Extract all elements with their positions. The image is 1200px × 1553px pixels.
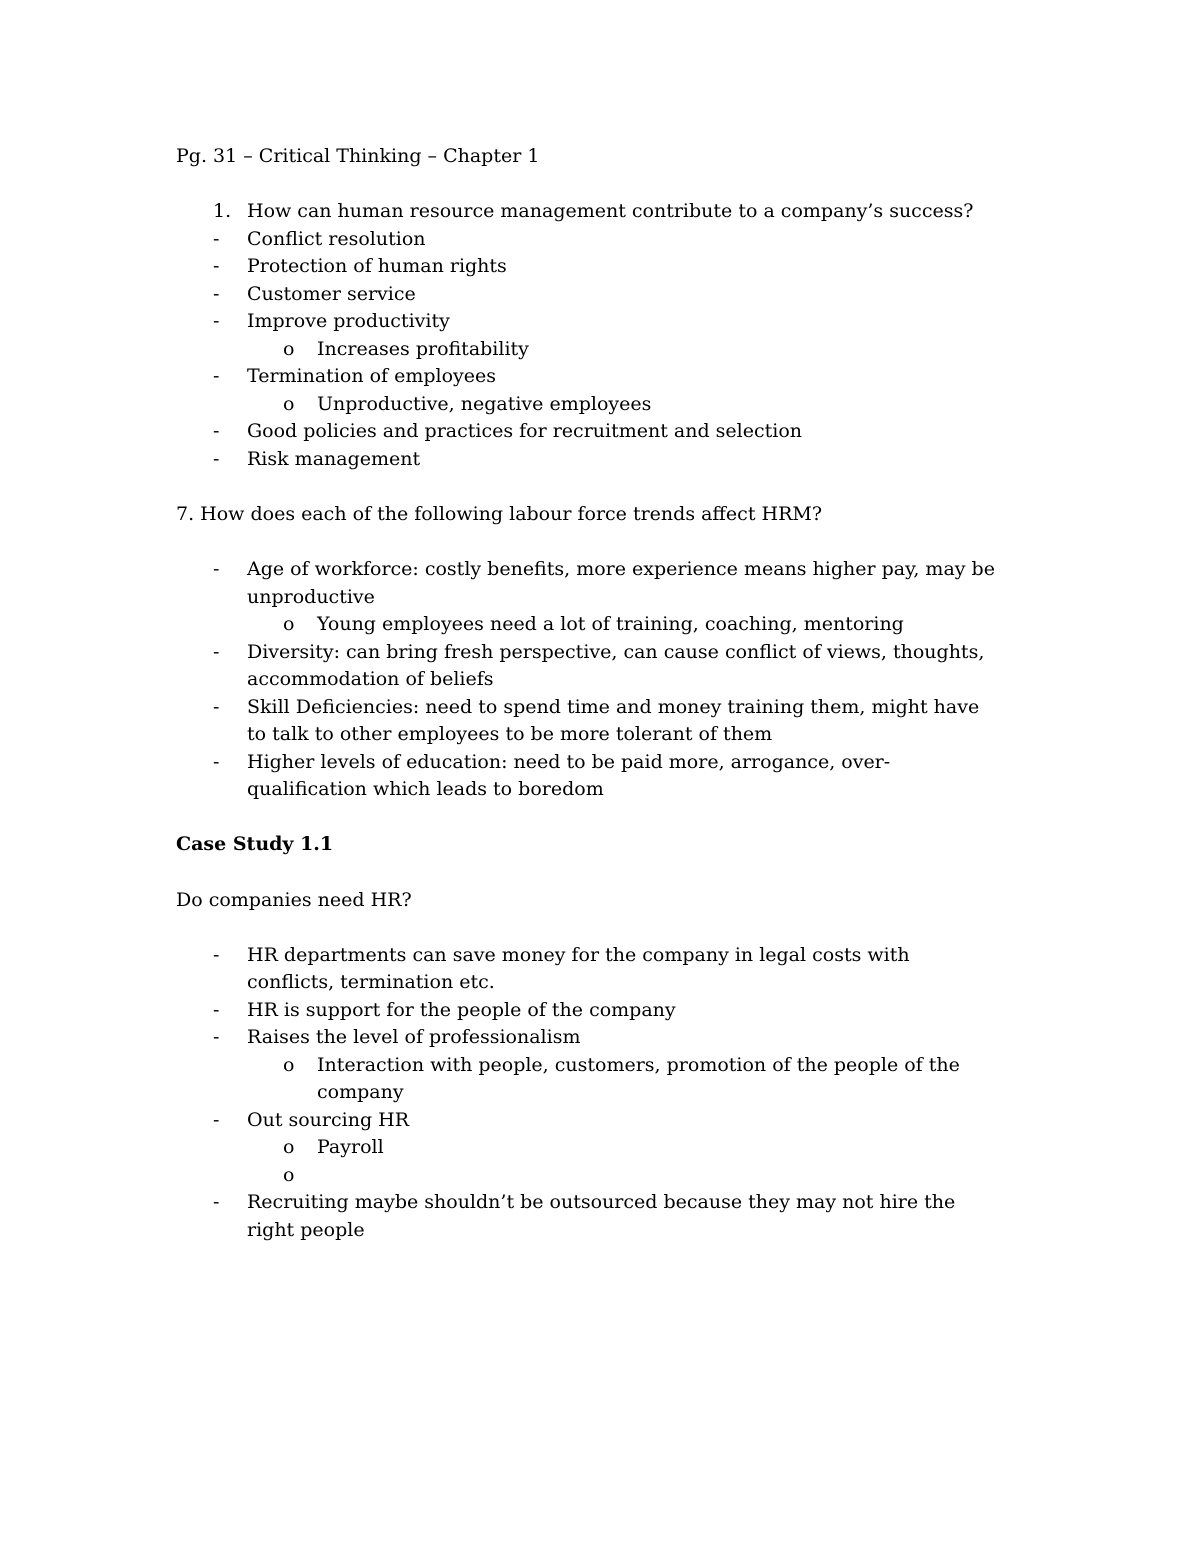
bullet-dash: -: [213, 1109, 220, 1131]
bullet-dash: -: [213, 641, 220, 663]
list-item-continuation: unproductive: [247, 586, 375, 608]
bullet-dash: -: [213, 228, 220, 250]
sub-list-item: Unproductive, negative employees: [317, 393, 652, 415]
bullet-dash: -: [213, 751, 220, 773]
list-item: Raises the level of professionalism: [247, 1026, 581, 1048]
list-item-continuation: conflicts, termination etc.: [247, 971, 495, 993]
list-item-continuation: right people: [247, 1219, 365, 1241]
bullet-dash: -: [213, 944, 220, 966]
bullet-circle: o: [283, 1136, 295, 1158]
list-item-continuation: qualification which leads to boredom: [247, 778, 604, 800]
sub-list-item: Payroll: [317, 1136, 384, 1158]
bullet-circle-empty: o: [283, 1164, 295, 1186]
list-item-continuation: to talk to other employees to be more tolerant of them: [247, 723, 773, 745]
bullet-dash: -: [213, 999, 220, 1021]
bullet-circle: o: [283, 613, 295, 635]
q1-number: 1.: [213, 200, 232, 222]
bullet-dash: -: [213, 448, 220, 470]
bullet-dash: -: [213, 696, 220, 718]
list-item: Protection of human rights: [247, 255, 507, 277]
bullet-dash: -: [213, 1026, 220, 1048]
list-item: Recruiting maybe shouldn’t be outsourced because they may not hire the: [247, 1191, 956, 1213]
list-item: Conflict resolution: [247, 228, 426, 250]
bullet-dash: -: [213, 558, 220, 580]
page-title: Pg. 31 – Critical Thinking – Chapter 1: [176, 145, 540, 167]
list-item: HR is support for the people of the company: [247, 999, 676, 1021]
bullet-dash: -: [213, 1191, 220, 1213]
q7-question: 7. How does each of the following labour force trends affect HRM?: [176, 503, 823, 525]
list-item: Termination of employees: [247, 365, 497, 387]
list-item: Customer service: [247, 283, 416, 305]
sub-list-item: Increases profitability: [317, 338, 529, 360]
bullet-dash: -: [213, 310, 220, 332]
bullet-circle: o: [283, 393, 295, 415]
list-item: Skill Deficiencies: need to spend time and money training them, might have: [247, 696, 980, 718]
sub-list-item: Young employees need a lot of training, coaching, mentoring: [317, 613, 904, 635]
case-study-question: Do companies need HR?: [176, 889, 412, 911]
bullet-dash: -: [213, 420, 220, 442]
q1-question: How can human resource management contribute to a company’s success?: [247, 200, 974, 222]
list-item: Risk management: [247, 448, 421, 470]
bullet-dash: -: [213, 283, 220, 305]
list-item: HR departments can save money for the company in legal costs with: [247, 944, 910, 966]
list-item: Higher levels of education: need to be paid more, arrogance, over-: [247, 751, 891, 773]
sub-list-item: Interaction with people, customers, promotion of the people of the: [317, 1054, 960, 1076]
bullet-dash: -: [213, 365, 220, 387]
list-item: Good policies and practices for recruitment and selection: [247, 420, 803, 442]
list-item: Out sourcing HR: [247, 1109, 410, 1131]
sub-list-item-continuation: company: [317, 1081, 404, 1103]
list-item: Diversity: can bring fresh perspective, can cause conflict of views, thoughts,: [247, 641, 985, 663]
case-study-heading: Case Study 1.1: [176, 833, 334, 855]
bullet-circle: o: [283, 1054, 295, 1076]
list-item: Improve productivity: [247, 310, 450, 332]
bullet-dash: -: [213, 255, 220, 277]
list-item: Age of workforce: costly benefits, more experience means higher pay, may be: [247, 558, 995, 580]
bullet-circle: o: [283, 338, 295, 360]
list-item-continuation: accommodation of beliefs: [247, 668, 494, 690]
